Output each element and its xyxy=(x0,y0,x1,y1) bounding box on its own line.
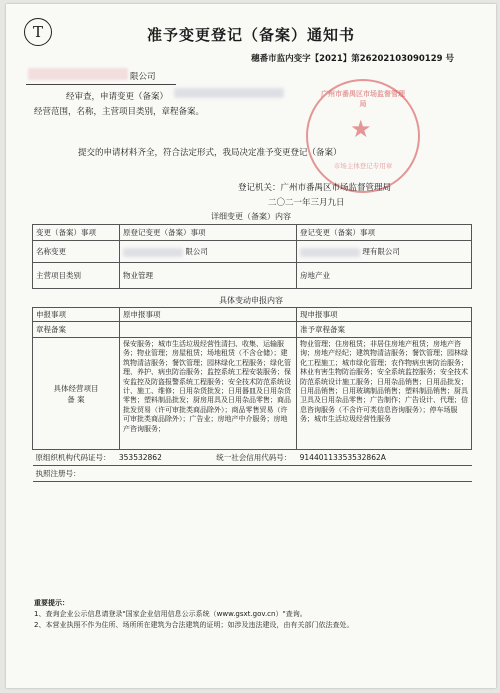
t1-row2-item: 主营项目类别 xyxy=(33,263,120,289)
t2-header-item: 申报事项 xyxy=(33,308,120,322)
change-details-caption: 详细变更（备案）内容 xyxy=(211,212,291,221)
unified-credit-code-value: 91440113353532862A xyxy=(299,453,386,462)
document-title: 准予变更登记（备案）通知书 xyxy=(146,26,355,44)
intro-line-3: 提交的申请材料齐全，符合法定形式，我局决定准予变更登记（备案） xyxy=(78,148,342,158)
t1-row1-new xyxy=(297,241,472,263)
table-row xyxy=(33,466,472,482)
t1-row1-old xyxy=(120,241,297,263)
seal-star-icon: ★ xyxy=(350,115,372,143)
note-item-1: 1、查询企业公示信息请登录"国家企业信用信息公示系统（www.gsxt.gov.cn）"查询。 xyxy=(34,610,307,618)
issue-date: 二〇二一年三月九日 xyxy=(268,198,345,208)
seal-text: 广州市番禺区市场监督管理局 xyxy=(321,90,405,108)
intro-line-1: 经审查，申请变更（备案） xyxy=(66,92,169,102)
declaration-table xyxy=(32,307,472,482)
company-name-suffix: 限公司 xyxy=(130,72,156,82)
company-underline xyxy=(26,84,176,85)
declaration-caption: 具体变动申报内容 xyxy=(219,296,283,305)
t2-scope-old: 保安服务；城市生活垃圾经营性清扫、收集、运输服务；物业管理；房屋租赁；场地租赁（不含仓储）；建筑物清洁服务；餐饮管理；园林绿化工程服务；绿化管理、养护、病虫防治服务；监控系统工程安装服务；保安监控及防盗报警系统工程服务；安全技术防范系统设计、施工、维修；日用杂货批发；日用器皿及日用杂货零售；塑料制品批发；厨房用具及日用杂品零售；商品批发贸易（许可审批类商品除外）；商品零售贸易（许可审批类商品除外）；广告业；房地产中介服务；房地产咨询服务； xyxy=(120,338,297,450)
t2-charter-new: 准予章程备案 xyxy=(297,322,472,338)
intro-line-2: 经营范围，名称，主营项目类别，章程备案。 xyxy=(34,107,205,117)
t1-header-new: 登记变更（备案）事项 xyxy=(297,225,472,241)
t2-scope-item: 具体经营项目 备 案 xyxy=(33,338,120,450)
credit-code-row xyxy=(33,450,472,466)
t1-header-item: 变更（备案）事项 xyxy=(33,225,120,241)
document-number: 穗番市监内变字【2021】第26202103090129 号 xyxy=(251,54,454,64)
redacted-applicant xyxy=(174,88,284,98)
t1-row1-old-text: 限公司 xyxy=(185,247,208,256)
t-mark: T xyxy=(24,18,52,46)
official-seal xyxy=(306,79,420,193)
notes-title: 重要提示： xyxy=(34,599,69,607)
registration-authority: 登记机关：广州市番禺区市场监督管理局 xyxy=(238,183,392,193)
table-row xyxy=(33,338,472,450)
license-row xyxy=(33,466,472,482)
redacted-new-name xyxy=(300,248,360,257)
t2-charter-old xyxy=(120,322,297,338)
t2-header-new: 现申报事项 xyxy=(297,308,472,322)
t1-row2-new: 房地产业 xyxy=(297,263,472,289)
note-item-2: 2、本营业执照不作为住所、场所所在建筑为合法建筑的证明；如涉及违法建设，由有关部门依法查处。 xyxy=(34,621,354,629)
redacted-old-name xyxy=(123,248,183,257)
table-row xyxy=(33,322,472,338)
seal-bottom-text: 市场主体登记专用章 xyxy=(333,162,393,170)
t2-header-old: 原申报事项 xyxy=(120,308,297,322)
t1-header-old: 原登记变更（备案）事项 xyxy=(120,225,297,241)
t2-scope-new: 物业管理；住房租赁；非居住房地产租赁；房地产咨询；房地产经纪；建筑物清洁服务；餐饮管理；园林绿化工程施工；城市绿化管理；农作物病虫害防治服务；林业有害生物防治服务；安全系统监控服务；安全技术防范系统设计施工服务；日用杂品销售；日用品批发；日用品销售；日用玻璃制品销售；塑料制品销售；厨具卫具及日用杂品零售；广告制作；广告设计、代理；信息咨询服务（不含许可类信息咨询服务）；停车场服务；城市生活垃圾经营性服务 xyxy=(297,338,472,450)
notice-document xyxy=(6,4,496,688)
old-org-code-label: 原组织机构代码证号： xyxy=(35,453,111,462)
old-org-code-value: 353532862 xyxy=(118,453,162,462)
redacted-company-name xyxy=(28,68,128,80)
unified-credit-code-label: 统一社会信用代码号： xyxy=(216,453,292,462)
t1-row1-item: 名称变更 xyxy=(33,241,120,263)
t1-row1-new-text: 理有限公司 xyxy=(362,247,400,256)
important-notes xyxy=(34,598,474,631)
table-row xyxy=(33,450,472,466)
table-row xyxy=(33,241,472,263)
license-number-label: 执照注册号： xyxy=(35,469,81,478)
table-row xyxy=(33,263,472,289)
t1-row2-old: 物业管理 xyxy=(120,263,297,289)
t2-charter-item: 章程备案 xyxy=(33,322,120,338)
change-details-table xyxy=(32,224,472,289)
